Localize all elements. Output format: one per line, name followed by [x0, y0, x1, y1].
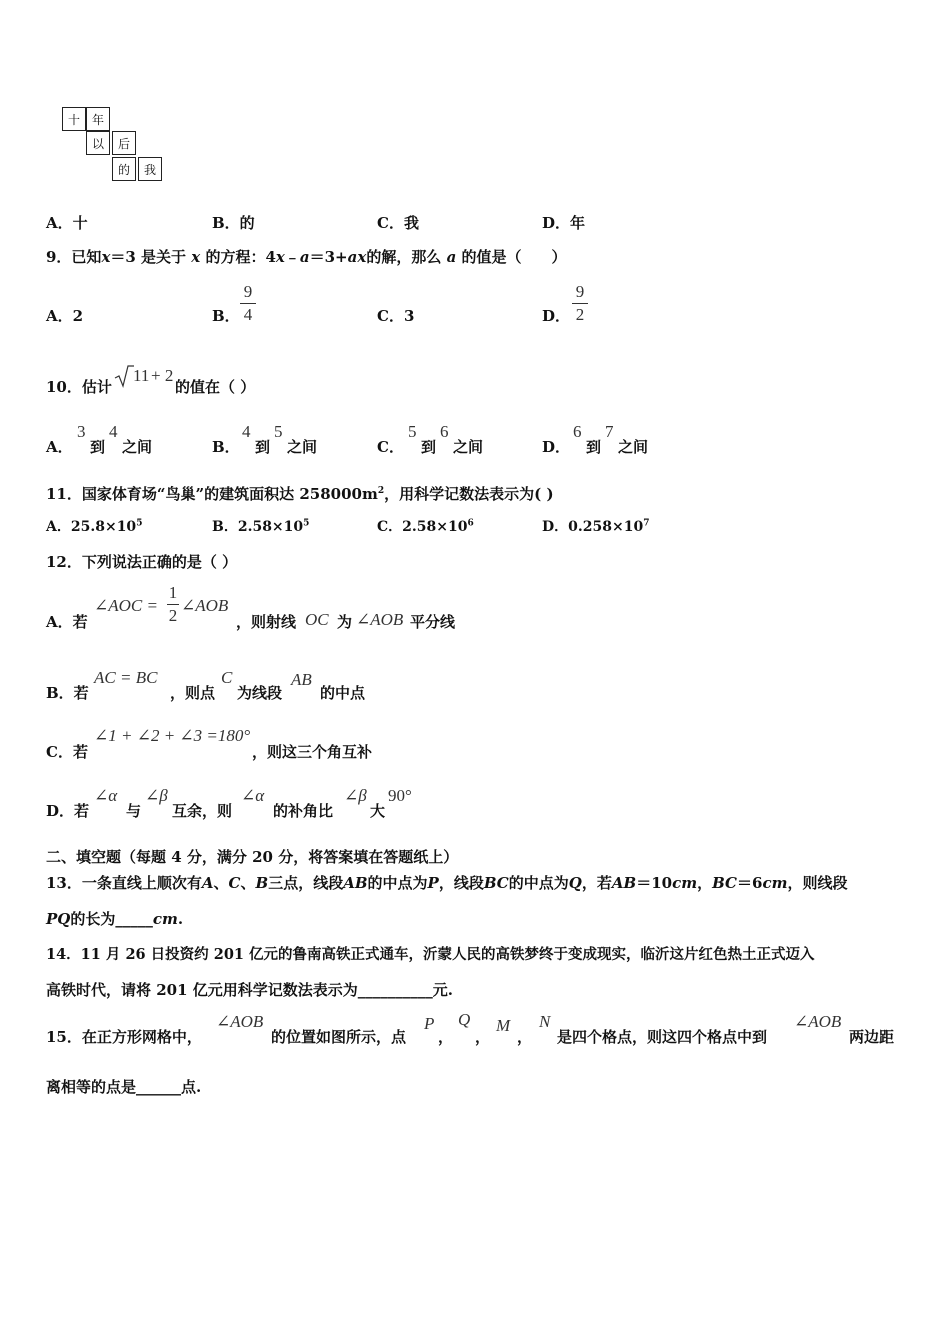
q11-option-b: B．$2.58\times 10^5$: [212, 518, 310, 535]
q8-option-d: D．年: [542, 214, 586, 232]
q12-option-c-eq: ∠1 + ∠2 + ∠3 =180°: [94, 726, 251, 745]
q12-option-d-with: 与: [126, 802, 142, 820]
q10-plus-two: + 2: [151, 366, 174, 385]
q12-option-d-mid2: 的补角比: [273, 802, 334, 820]
q12-option-b-label: B．若: [46, 684, 89, 702]
q15-stem-end: 两边距: [849, 1028, 895, 1046]
q10-option-d-end: 之间: [618, 438, 649, 456]
q12-option-b-end: 的中点: [320, 684, 366, 702]
net-cell: 后: [112, 131, 136, 155]
q10-option-a-to: 到: [90, 438, 106, 456]
q15-stem-mid: 的位置如图所示，点: [271, 1028, 407, 1046]
q10-option-a-label: A．: [46, 438, 73, 456]
q15-stem-start: 15．在正方形网格中，: [46, 1028, 202, 1046]
q12-option-d-alpha2: ∠α: [241, 786, 265, 805]
q15-point-m: M: [496, 1016, 511, 1035]
q12-option-b-eq: AC = BC: [94, 668, 158, 687]
q9-option-c: C．3: [377, 307, 415, 325]
q12-option-a-rhs: ∠AOB: [181, 596, 229, 615]
q9-option-d-label: D．: [542, 307, 571, 325]
q12-option-b-mid: ，则点: [170, 684, 216, 702]
q9-option-b-fraction: 9 4: [240, 282, 256, 325]
q12-option-a-lhs: ∠AOC =: [94, 596, 158, 615]
q15-line-2: 离相等的点是______点.: [46, 1078, 202, 1096]
q12-option-d-big: 大: [370, 802, 386, 820]
q12-option-b-seg: 为线段: [237, 684, 283, 702]
q12-option-d-alpha: ∠α: [94, 786, 118, 805]
q12-option-a-end: 平分线: [410, 613, 456, 631]
q10-option-b-label: B．: [212, 438, 240, 456]
q10-option-d-hi: 7: [605, 422, 614, 441]
q15-point-q: Q: [458, 1010, 471, 1029]
q12-stem: 12．下列说法正确的是（ ）: [46, 553, 238, 571]
net-cell: 年: [86, 107, 110, 131]
q10-option-d-label: D．: [542, 438, 571, 456]
q12-option-a-label: A．若: [46, 613, 88, 631]
q15-aob: ∠AOB: [216, 1012, 264, 1031]
q10-option-c-label: C．: [377, 438, 404, 456]
q10-option-d-to: 到: [586, 438, 602, 456]
q10-option-a-end: 之间: [122, 438, 153, 456]
q15-comma-3: ，: [517, 1028, 533, 1046]
q13-line-1: 13．一条直线上顺次有A、C、B三点，线段AB的中点为P，线段BC的中点为Q，若AB＝10cm，BC＝6cm，则线段: [46, 874, 848, 892]
net-cell: 以: [86, 131, 110, 155]
net-cell: 我: [138, 157, 162, 181]
q9-option-a: A．2: [46, 307, 84, 325]
q10-option-b-hi: 5: [274, 422, 283, 441]
q12-option-a-aob: ∠AOB: [356, 610, 404, 629]
q12-option-a-fraction: 1 2: [168, 583, 178, 625]
q12-option-d-beta: ∠β: [145, 786, 168, 805]
q10-option-b-to: 到: [255, 438, 271, 456]
q11-stem: 11．国家体育场“鸟巢”的建筑面积达 $258000m^2$，用科学记数法表示为( ): [46, 485, 554, 503]
q12-option-d-mid: 互余，则: [172, 802, 233, 820]
q10-option-c-lo: 5: [408, 422, 417, 441]
q8-option-c: C．我: [377, 214, 419, 232]
q11-option-d: D．$0.258\times 10^7$: [542, 518, 650, 535]
q15-aob-2: ∠AOB: [794, 1012, 842, 1031]
q10-option-b-end: 之间: [287, 438, 318, 456]
q9-option-b-label: B．: [212, 307, 240, 325]
q15-comma-1: ，: [438, 1028, 454, 1046]
q8-option-b: B．的: [212, 214, 255, 232]
q15-stem-mid-2: 是四个格点，则这四个格点中到: [557, 1028, 768, 1046]
q13-line-2: PQ的长为_____cm.: [46, 910, 184, 928]
q10-option-c-hi: 6: [440, 422, 449, 441]
q12-option-a-oc: OC: [305, 610, 329, 629]
q10-stem: 10．估计: [46, 378, 112, 396]
q14-line-1: 14．11 月 26 日投资约 201 亿元的鲁南高铁正式通车，沂蒙人民的高铁梦终于变成现实，临沂这片红色热土正式迈入: [46, 946, 815, 963]
q12-option-d-ninety: 90°: [388, 786, 412, 805]
q10-option-a-lo: 3: [77, 422, 86, 441]
section-heading: 二、填空题（每题 4 分，满分 20 分，将答案填在答题纸上）: [46, 848, 459, 866]
q14-line-2: 高铁时代，请将 201 亿元用科学记数法表示为__________元.: [46, 981, 453, 999]
q15-point-n: N: [539, 1012, 551, 1031]
q12-option-d-label: D．若: [46, 802, 90, 820]
q12-option-a-for: 为: [337, 613, 353, 631]
q9-stem: 9．已知x＝3 是关于 x 的方程：4x﹣a＝3+ax的解，那么 a 的值是（ ）: [46, 248, 567, 266]
net-cell: 的: [112, 157, 136, 181]
q12-option-b-c: C: [221, 668, 233, 687]
q12-option-b-ab: AB: [291, 670, 312, 689]
q10-stem-end: 的值在（ ）: [175, 378, 256, 396]
q10-option-a-hi: 4: [109, 422, 118, 441]
q8-option-a: A．十: [46, 214, 88, 232]
q11-option-c: C．$2.58\times 10^6$: [377, 518, 474, 535]
sqrt-sign-icon: [114, 364, 134, 388]
q15-point-p: P: [424, 1014, 435, 1033]
q10-sqrt-arg: 11: [133, 366, 150, 385]
q10-option-c-to: 到: [421, 438, 437, 456]
q10-option-b-lo: 4: [242, 422, 251, 441]
q9-option-d-fraction: 9 2: [572, 282, 588, 325]
q12-option-c-end: ，则这三个角互补: [252, 743, 373, 761]
q12-option-c-label: C．若: [46, 743, 88, 761]
net-cell: 十: [62, 107, 86, 131]
q11-option-a: A．$25.8\times 10^5$: [46, 518, 143, 535]
q12-option-d-beta2: ∠β: [344, 786, 367, 805]
q12-option-a-mid: ，则射线: [236, 613, 297, 631]
q15-comma-2: ，: [475, 1028, 491, 1046]
q10-option-d-lo: 6: [573, 422, 582, 441]
q10-option-c-end: 之间: [453, 438, 484, 456]
